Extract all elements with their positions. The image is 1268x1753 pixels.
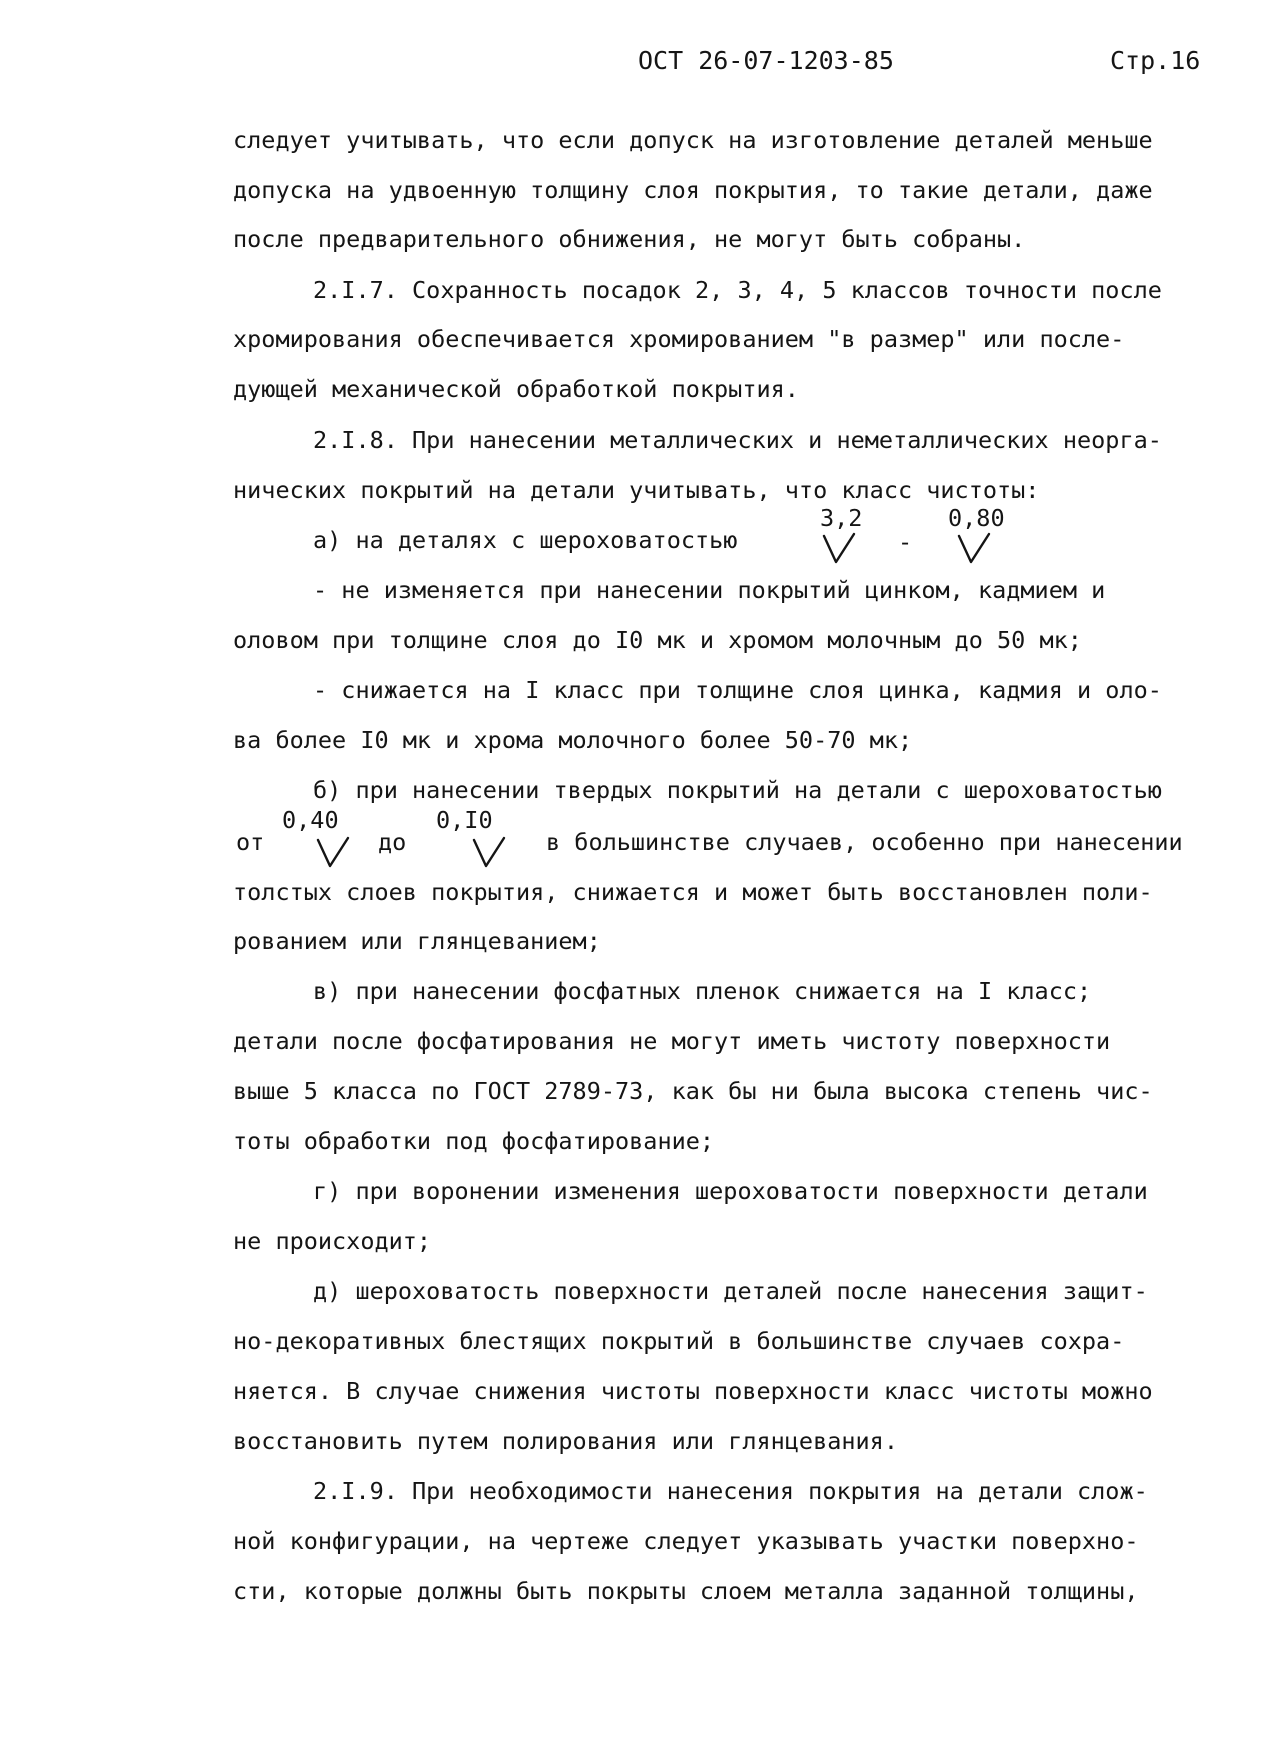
item-b: б) при нанесении твердых покрытий на детали с шероховатостью	[313, 776, 1162, 804]
text-line: восстановить путем полирования или глянцевания.	[233, 1427, 898, 1455]
word-from: от	[236, 828, 265, 856]
text-line: толстых слоев покрытия, снижается и может быть восстановлен поли-	[233, 878, 1153, 906]
text-line: выше 5 класса по ГОСТ 2789-73, как бы ни была высока степень чис-	[233, 1077, 1153, 1105]
roughness-value-lower: 0,80	[948, 504, 1005, 532]
roughness-check-icon	[316, 832, 356, 872]
text-line: ной конфигурации, на чертеже следует указывать участки поверхно-	[233, 1527, 1139, 1555]
roughness-value-upper: 3,2	[820, 504, 863, 532]
text-line: ва более I0 мк и хрома молочного более 50-70 мк;	[233, 726, 913, 754]
text-line: не происходит;	[233, 1227, 432, 1255]
item-d: д) шероховатость поверхности деталей после нанесения защит-	[313, 1277, 1148, 1305]
dash-item: - снижается на I класс при толщине слоя цинка, кадмия и оло-	[313, 676, 1162, 704]
text-line: сти, которые должны быть покрыты слоем металла заданной толщины,	[233, 1577, 1139, 1605]
clause-2-1-7: 2.I.7. Сохранность посадок 2, 3, 4, 5 классов точности после	[313, 276, 1162, 304]
text-line: после предварительного обнижения, не могут быть собраны.	[233, 225, 1026, 253]
item-g: г) при воронении изменения шероховатости поверхности детали	[313, 1177, 1148, 1205]
clause-2-1-9: 2.I.9. При необходимости нанесения покрытия на детали слож-	[313, 1477, 1148, 1505]
roughness-check-icon	[822, 528, 862, 568]
clause-2-1-8: 2.I.8. При нанесении металлических и неметаллических неорга-	[313, 426, 1162, 454]
text-line: нических покрытий на детали учитывать, что класс чистоты:	[233, 476, 1040, 504]
text-line: следует учитывать, что если допуск на изготовление деталей меньше	[233, 126, 1153, 154]
text-line: допуска на удвоенную толщину слоя покрытия, то такие детали, даже	[233, 176, 1153, 204]
text-line: оловом при толщине слоя до I0 мк и хромом молочным до 50 мк;	[233, 626, 1082, 654]
text-line: дующей механической обработкой покрытия.	[233, 375, 799, 403]
text-line: хромирования обеспечивается хромированием "в размер" или после-	[233, 325, 1125, 353]
dash-item: - не изменяется при нанесении покрытий цинком, кадмием и	[313, 576, 1106, 604]
item-a: а) на деталях с шероховатостью	[313, 526, 738, 554]
text-line: но-декоративных блестящих покрытий в большинстве случаев сохра-	[233, 1327, 1125, 1355]
roughness-check-icon	[472, 832, 512, 872]
text-line: тоты обработки под фосфатирование;	[233, 1127, 715, 1155]
roughness-value-from: 0,40	[282, 806, 339, 834]
page-number: Стр.16	[1110, 46, 1201, 75]
text-line: детали после фосфатирования не могут иметь чистоту поверхности	[233, 1027, 1111, 1055]
document-number: ОСТ 26-07-1203-85	[638, 46, 894, 75]
roughness-value-to: 0,I0	[436, 806, 493, 834]
roughness-dash: -	[898, 528, 913, 556]
text-line: няется. В случае снижения чистоты поверхности класс чистоты можно	[233, 1377, 1153, 1405]
text-line: в большинстве случаев, особенно при нанесении	[546, 828, 1183, 856]
word-to: до	[378, 828, 407, 856]
text-line: рованием или глянцеванием;	[233, 927, 601, 955]
roughness-check-icon	[957, 528, 997, 568]
item-v: в) при нанесении фосфатных пленок снижается на I класс;	[313, 977, 1092, 1005]
